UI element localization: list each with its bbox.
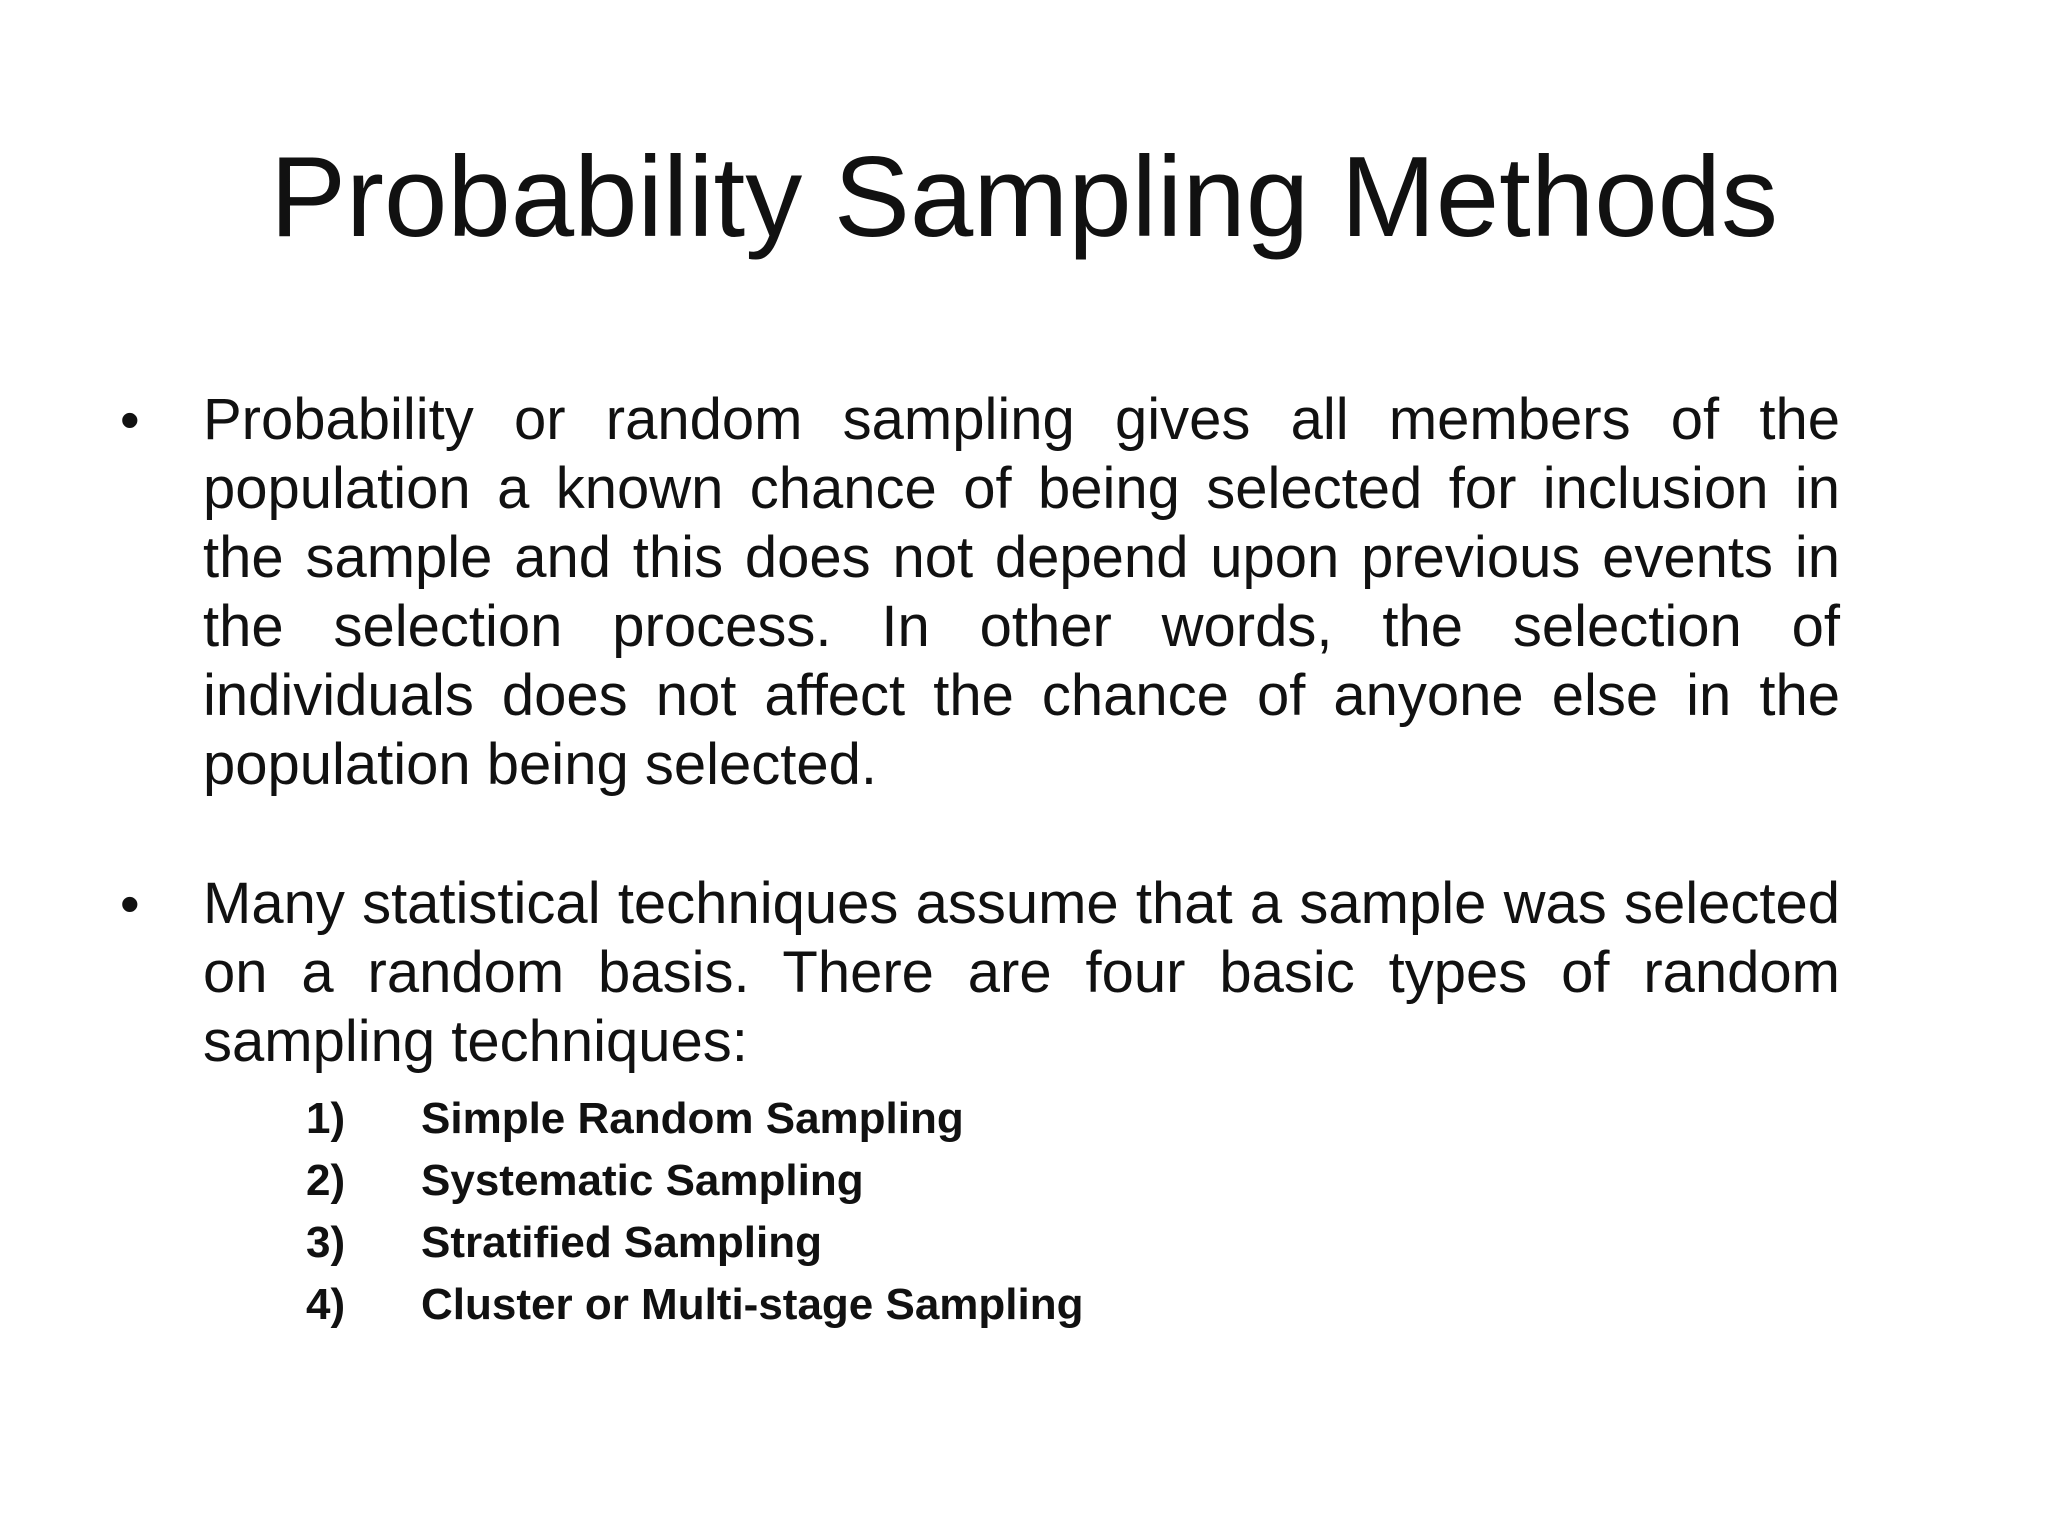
sampling-type-item — [306, 1150, 1840, 1212]
sampling-type-number: 3) — [306, 1218, 346, 1267]
sampling-type-label: Simple Random Sampling — [421, 1094, 964, 1143]
sampling-type-number: 1) — [306, 1094, 346, 1143]
sampling-types-list — [203, 1088, 1840, 1336]
sampling-type-item — [306, 1274, 1840, 1336]
sampling-type-number: 4) — [306, 1280, 346, 1329]
bullet-item — [120, 869, 1840, 1336]
bullet-marker: • — [120, 388, 140, 451]
bullet-text: Many statistical techniques assume that a sample was selected on a random basis. There are four basic types of random sampling techniques: — [203, 871, 1840, 1074]
sampling-type-item — [306, 1212, 1840, 1274]
sampling-type-item — [306, 1088, 1840, 1150]
bullet-text: Probability or random sampling gives all members of the population a known chance of being selected for inclusion in the sample and this does not depend upon previous events in the selection process. In other words, the selection of individuals does not affect the chance of anyone else in the population being selected. — [203, 387, 1840, 797]
sampling-type-number: 2) — [306, 1156, 346, 1205]
sampling-type-label: Cluster or Multi-stage Sampling — [421, 1280, 1084, 1329]
slide-title: Probability Sampling Methods — [269, 134, 1779, 261]
bullet-marker: • — [120, 872, 140, 935]
bullet-list — [120, 385, 1840, 1336]
bullet-item — [120, 385, 1840, 799]
sampling-type-label: Stratified Sampling — [421, 1218, 822, 1267]
sampling-type-label: Systematic Sampling — [421, 1156, 864, 1205]
